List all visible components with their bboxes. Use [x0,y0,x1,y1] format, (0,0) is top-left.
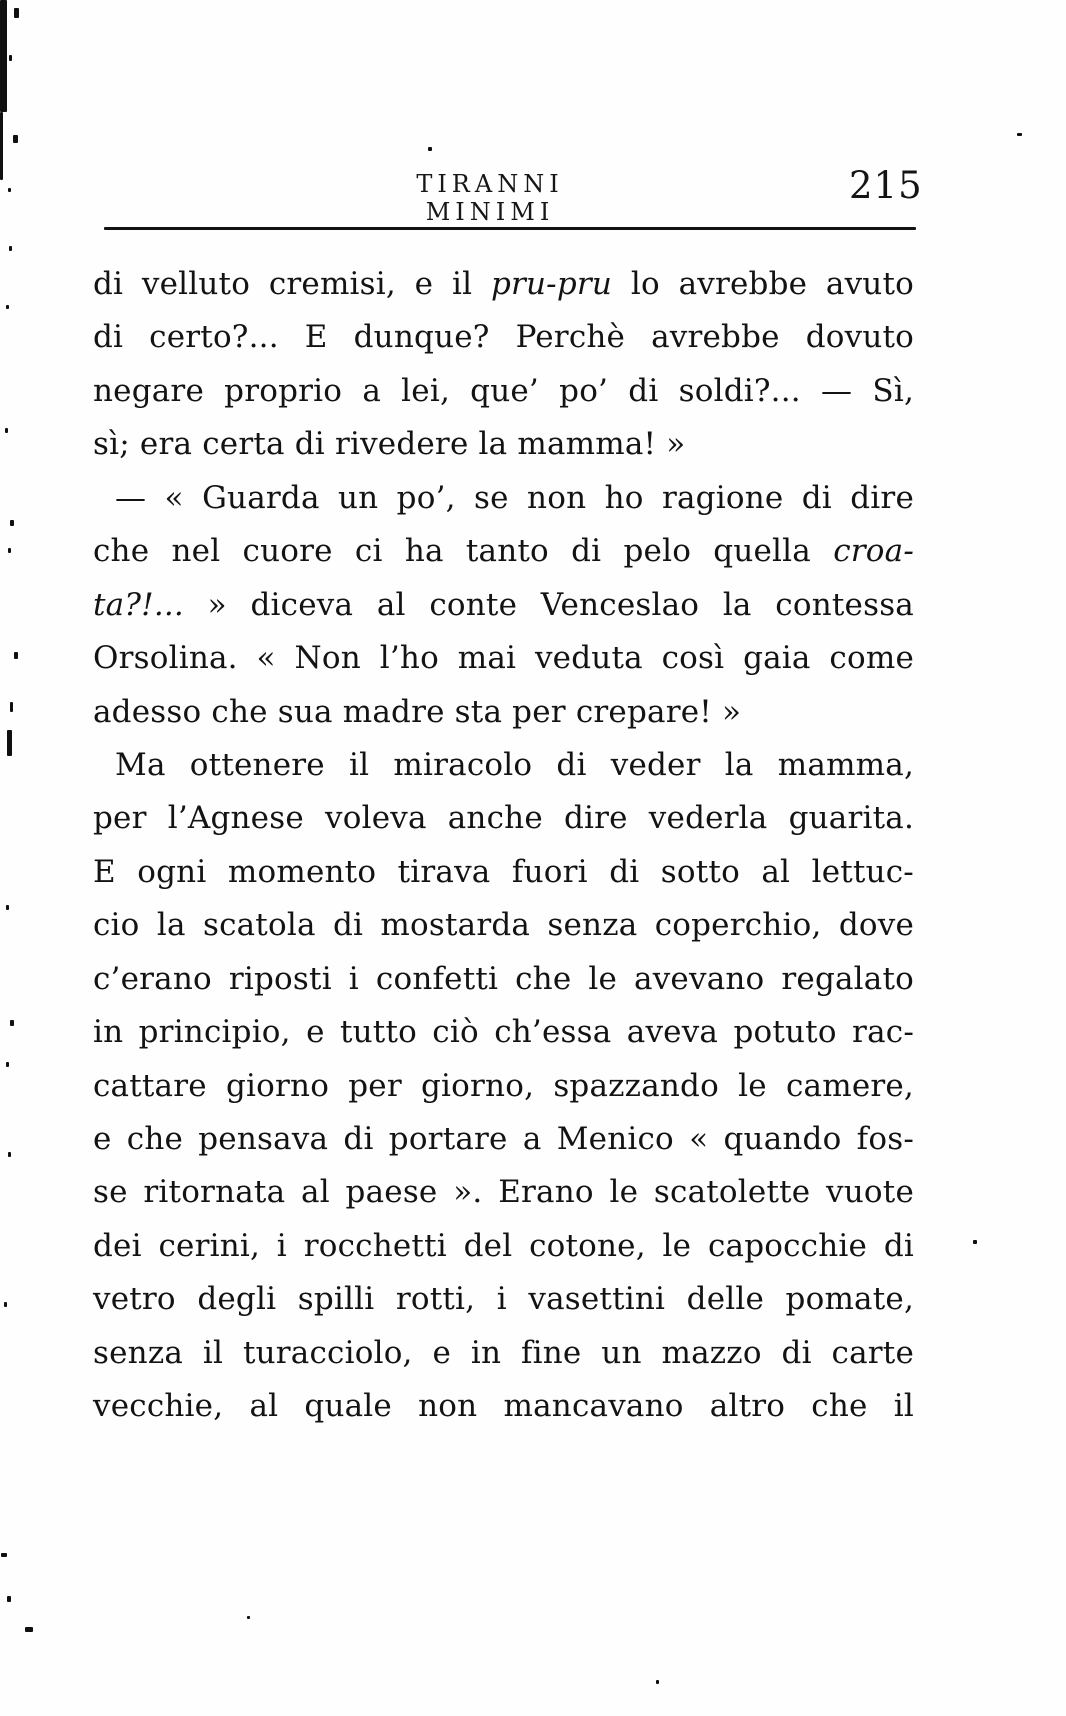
text-segment: di velluto cremisi, e il [93,266,491,302]
body-text [93,258,914,1434]
text-line [93,365,914,418]
ink-mark [14,652,18,659]
text-segment: E ogni momento tirava fuori di sotto al lettuc- [93,853,914,890]
text-line [93,686,914,739]
text-line [93,1380,914,1433]
ink-mark [6,305,9,309]
ink-mark [14,8,19,18]
text-line [93,1006,914,1059]
ink-mark [13,135,18,143]
text-line [93,953,914,1006]
italic-text: croa- [833,533,914,570]
text-line [93,525,914,578]
text-segment: senza il turacciolo, e in fine un mazzo di carte [93,1334,914,1371]
italic-text: pru-pru [490,266,613,302]
text-line [93,579,914,632]
text-segment: — « Guarda un po’, se non ho ragione di dire [115,479,914,516]
text-segment: sì; era certa di rivedere la mamma! » [93,426,686,463]
text-segment: che nel cuore ci ha tanto di pelo quella [93,533,834,570]
text-line [93,792,914,845]
ink-mark [9,55,12,61]
text-segment: Orsolina. « Non l’ho mai veduta così gaia come [93,640,914,677]
text-line [93,258,914,311]
text-line [93,1220,914,1273]
ink-mark [656,1680,659,1684]
ink-mark [8,548,11,553]
ink-mark [9,246,12,251]
page-number: 215 [849,164,923,207]
text-segment: in principio, e tutto ciò ch’essa aveva potuto rac- [93,1014,914,1051]
text-line [93,472,914,525]
text-line [93,632,914,685]
running-header-title: TIRANNI MINIMI [416,170,564,226]
ink-mark [5,428,8,433]
ink-mark [8,1152,11,1157]
text-segment: cattare giorno per giorno, spazzando le camere, [93,1067,914,1104]
text-line [93,311,914,364]
text-line [93,1273,914,1326]
text-line [93,1060,914,1113]
text-line [93,899,914,952]
text-segment: vecchie, al quale non mancavano altro che il [93,1388,914,1425]
text-segment: c’erano riposti i confetti che le avevano regalato [93,960,914,997]
italic-text: ta?!... [93,586,184,623]
ink-mark [1017,133,1022,136]
ink-mark [10,702,13,712]
ink-mark [7,730,12,756]
ink-mark [8,188,11,192]
ink-mark [428,147,432,151]
ink-mark [10,520,14,526]
ink-mark [6,1062,9,1067]
text-segment: negare proprio a lei, que’ po’ di soldi?... — Sì, [93,372,914,409]
ink-mark [1,1553,7,1557]
text-line [93,1113,914,1166]
text-line [93,418,914,471]
ink-mark [0,112,3,180]
text-line [93,846,914,899]
text-line [93,739,914,792]
ink-mark [7,1596,11,1602]
ink-mark [10,1020,14,1026]
ink-mark [6,905,9,910]
ink-mark [4,1302,7,1307]
text-segment: di certo?... E dunque? Perchè avrebbe dovuto [93,319,914,356]
text-segment: cio la scatola di mostarda senza coperchio, dove [93,907,914,944]
text-segment: Ma ottenere il miracolo di veder la mamma, [115,746,914,783]
ink-mark [0,0,7,112]
text-segment: dei cerini, i rocchetti del cotone, le capocchie di [93,1227,914,1264]
ink-mark [247,1616,250,1619]
text-segment: e che pensava di portare a Menico « quando fos- [93,1121,914,1157]
text-segment: lo avrebbe avuto [612,266,914,302]
text-segment: per l’Agnese voleva anche dire vederla guarita. [93,800,914,837]
text-segment: » diceva al conte Venceslao la contessa [183,586,914,623]
ink-mark [973,1240,977,1244]
text-segment: vetro degli spilli rotti, i vasettini delle pomate, [93,1281,914,1318]
text-line [93,1166,914,1219]
header-rule [104,227,916,230]
text-segment: adesso che sua madre sta per crepare! » [93,693,742,730]
text-segment: se ritornata al paese ». Erano le scatolette vuote [93,1174,914,1211]
text-line [93,1327,914,1380]
ink-mark [25,1627,33,1632]
